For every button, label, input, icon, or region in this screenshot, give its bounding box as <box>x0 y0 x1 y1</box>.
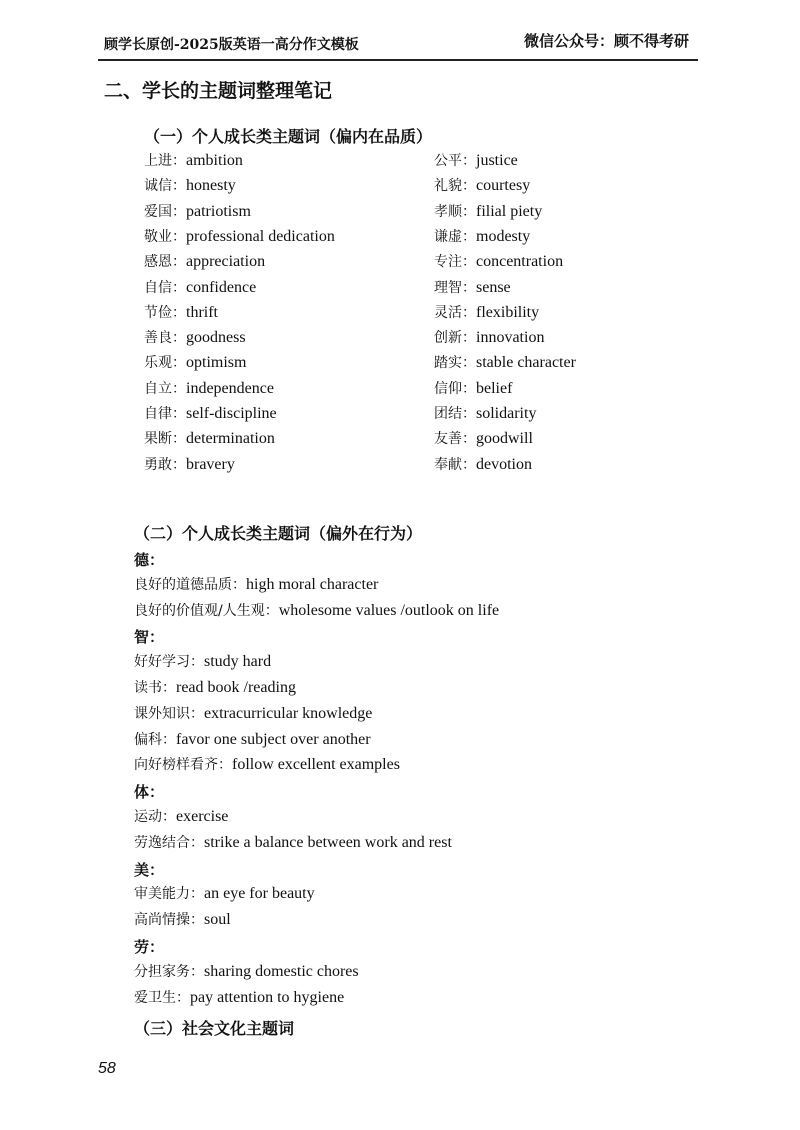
term-chinese: 自律： <box>144 406 186 422</box>
term-item <box>144 303 218 322</box>
term-chinese: 敬业： <box>144 228 186 245</box>
term-english: read book /reading <box>176 679 296 696</box>
term-english: solidarity <box>476 405 537 422</box>
term-chinese: 果断： <box>144 431 186 448</box>
term-item <box>434 328 544 347</box>
term-english: high moral character <box>246 575 379 593</box>
term-item <box>144 455 235 474</box>
term-chinese: 爱卫生： <box>134 989 190 1006</box>
term-chinese: 孝顺： <box>434 203 476 220</box>
term-english: thrift <box>186 303 218 321</box>
term-item <box>144 202 251 221</box>
term-item <box>134 678 296 697</box>
term-item <box>434 379 512 398</box>
term-chinese: 创新： <box>434 330 476 347</box>
term-chinese: 诚信： <box>144 178 186 195</box>
category-heading: 体： <box>134 783 165 802</box>
term-item <box>434 353 576 372</box>
term-chinese: 友善： <box>434 431 476 448</box>
term-item <box>134 910 231 929</box>
term-item <box>144 379 274 398</box>
term-english: patriotism <box>186 202 251 220</box>
term-english: pay attention to hygiene <box>190 988 345 1006</box>
term-english: sharing domestic chores <box>204 962 359 980</box>
term-item <box>144 151 243 170</box>
term-chinese: 分担家务： <box>134 963 204 980</box>
header-divider <box>98 59 698 61</box>
term-english: justice <box>476 152 518 169</box>
term-item <box>434 455 532 474</box>
term-item <box>134 652 271 671</box>
term-chinese: 好好学习： <box>134 654 204 671</box>
term-english: belief <box>476 379 513 397</box>
term-english: extracurricular knowledge <box>204 704 373 722</box>
category-heading: 劳： <box>134 938 165 956</box>
term-english: bravery <box>186 455 235 473</box>
term-chinese: 公平： <box>434 153 476 169</box>
term-item <box>144 353 246 372</box>
term-english: independence <box>186 379 274 397</box>
term-english: goodwill <box>476 430 533 448</box>
header-left-title: 顾学长原创-2025版英语一高分作文模板 <box>104 37 359 53</box>
term-english: favor one subject over another <box>176 730 371 748</box>
term-english: determination <box>186 430 275 448</box>
term-item <box>144 227 335 246</box>
term-english: flexibility <box>476 303 540 321</box>
term-chinese: 信仰： <box>434 380 476 397</box>
subsection-1-title: （一）个人成长类主题词（偏内在品质） <box>144 127 433 146</box>
term-item <box>134 833 452 852</box>
term-chinese: 节俭： <box>144 304 186 321</box>
term-chinese: 劳逸结合： <box>134 834 204 851</box>
term-chinese: 勇敢： <box>144 456 186 473</box>
term-item <box>144 404 277 423</box>
term-item <box>434 429 533 448</box>
section-title: 二、学长的主题词整理笔记 <box>104 80 333 102</box>
page-number: 58 <box>98 1060 116 1077</box>
term-english: ambition <box>186 152 243 169</box>
term-item <box>434 227 530 246</box>
header-right-title: 微信公众号：顾不得考研 <box>524 32 690 50</box>
term-chinese: 谦虚： <box>434 228 476 245</box>
term-english: exercise <box>176 808 229 825</box>
term-item <box>134 884 315 903</box>
term-chinese: 感恩： <box>144 254 186 271</box>
term-english: honesty <box>186 177 236 195</box>
term-chinese: 爱国： <box>144 203 186 220</box>
term-item <box>134 962 359 981</box>
term-english: soul <box>204 911 231 929</box>
term-item <box>144 328 246 347</box>
term-english: stable character <box>476 354 576 372</box>
category-heading: 美： <box>134 860 165 879</box>
term-english: follow excellent examples <box>232 756 400 774</box>
term-english: optimism <box>186 354 247 372</box>
term-english: modesty <box>476 227 531 245</box>
term-english: an eye for beauty <box>204 885 315 903</box>
term-chinese: 课外知识： <box>134 705 204 722</box>
term-english: wholesome values /outlook on life <box>278 601 500 619</box>
term-english: self-discipline <box>186 405 277 422</box>
term-english: innovation <box>476 329 545 347</box>
term-chinese: 自信： <box>144 279 186 296</box>
term-english: sense <box>476 278 511 296</box>
term-item <box>434 278 511 297</box>
term-chinese: 高尚情操： <box>134 912 204 929</box>
term-chinese: 理智： <box>434 279 476 296</box>
term-item <box>434 202 542 221</box>
term-item <box>134 704 372 723</box>
term-item <box>134 755 400 774</box>
term-item <box>434 404 536 423</box>
term-english: professional dedication <box>186 227 335 245</box>
term-item <box>434 303 539 322</box>
term-english: concentration <box>476 253 564 271</box>
term-chinese: 向好榜样看齐： <box>134 757 232 774</box>
term-english: devotion <box>476 455 532 473</box>
term-chinese: 踏实： <box>434 355 476 372</box>
term-english: strike a balance between work and rest <box>204 833 452 851</box>
term-chinese: 团结： <box>434 406 476 422</box>
term-english: courtesy <box>476 177 531 195</box>
term-item <box>134 601 499 620</box>
term-item <box>144 176 236 195</box>
term-item <box>134 730 371 749</box>
term-item <box>434 252 563 271</box>
term-chinese: 灵活： <box>434 304 476 321</box>
term-english: appreciation <box>186 253 266 271</box>
term-item <box>144 252 265 271</box>
term-chinese: 读书： <box>134 680 176 696</box>
term-chinese: 审美能力： <box>134 886 204 903</box>
category-heading: 智： <box>134 628 165 647</box>
term-item <box>144 278 256 297</box>
subsection-3-title: （三）社会文化主题词 <box>134 1019 295 1038</box>
term-chinese: 上进： <box>144 153 186 169</box>
term-item <box>134 988 344 1007</box>
term-item <box>434 151 518 170</box>
term-chinese: 运动： <box>134 809 176 825</box>
term-chinese: 礼貌： <box>434 178 476 195</box>
term-chinese: 良好的价值观/人生观： <box>134 602 279 619</box>
subsection-2-title: （二）个人成长类主题词（偏外在行为） <box>134 524 423 543</box>
term-english: filial piety <box>476 202 543 220</box>
category-heading: 德： <box>134 551 165 569</box>
term-english: goodness <box>186 329 246 347</box>
term-item <box>134 807 228 826</box>
term-item <box>134 575 378 594</box>
term-english: study hard <box>204 653 272 671</box>
term-chinese: 奉献： <box>434 456 476 473</box>
term-chinese: 自立： <box>144 380 186 397</box>
term-chinese: 乐观： <box>144 355 186 372</box>
term-english: confidence <box>186 278 257 296</box>
term-chinese: 专注： <box>434 254 476 271</box>
term-chinese: 偏科： <box>134 731 176 748</box>
term-item <box>144 429 275 448</box>
term-chinese: 善良： <box>144 330 186 347</box>
term-chinese: 良好的道德品质： <box>134 576 246 593</box>
term-item <box>434 176 530 195</box>
